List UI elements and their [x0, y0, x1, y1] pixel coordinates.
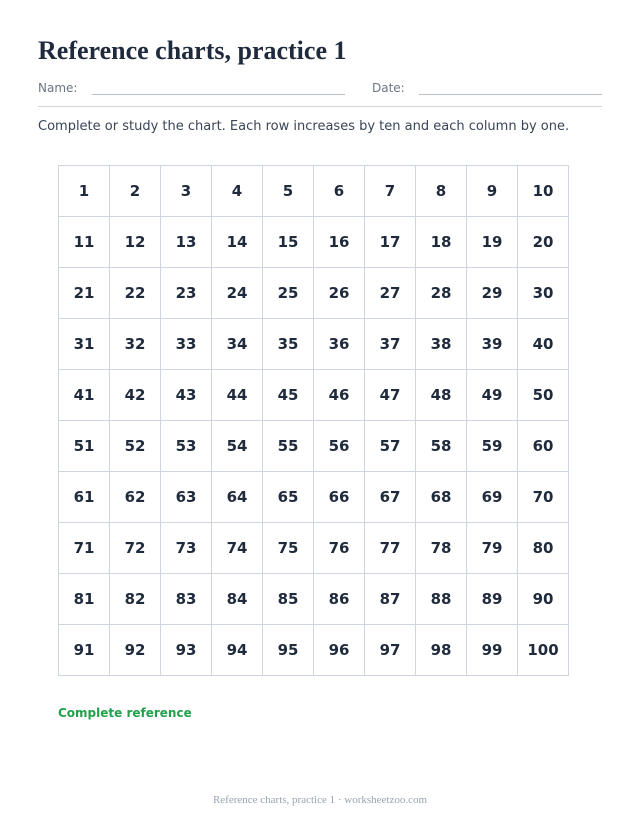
chart-cell: 28 — [416, 268, 467, 319]
chart-cell: 12 — [110, 217, 161, 268]
chart-cell: 6 — [314, 166, 365, 217]
chart-cell: 85 — [263, 574, 314, 625]
chart-row — [59, 217, 569, 268]
chart-cell: 92 — [110, 625, 161, 676]
chart-row — [59, 370, 569, 421]
chart-cell: 88 — [416, 574, 467, 625]
chart-cell: 73 — [161, 523, 212, 574]
chart-cell: 54 — [212, 421, 263, 472]
chart-cell: 78 — [416, 523, 467, 574]
chart-cell: 30 — [518, 268, 569, 319]
chart-cell: 53 — [161, 421, 212, 472]
chart-cell: 3 — [161, 166, 212, 217]
chart-cell: 64 — [212, 472, 263, 523]
chart-cell: 91 — [59, 625, 110, 676]
chart-cell: 51 — [59, 421, 110, 472]
chart-cell: 34 — [212, 319, 263, 370]
chart-cell: 95 — [263, 625, 314, 676]
chart-cell: 61 — [59, 472, 110, 523]
chart-cell: 60 — [518, 421, 569, 472]
name-label: Name: — [38, 81, 78, 95]
chart-cell: 22 — [110, 268, 161, 319]
chart-row — [59, 472, 569, 523]
chart-cell: 17 — [365, 217, 416, 268]
chart-cell: 75 — [263, 523, 314, 574]
chart-cell: 21 — [59, 268, 110, 319]
chart-cell: 24 — [212, 268, 263, 319]
chart-cell: 49 — [467, 370, 518, 421]
chart-row — [59, 166, 569, 217]
chart-cell: 87 — [365, 574, 416, 625]
chart-cell: 13 — [161, 217, 212, 268]
chart-cell: 35 — [263, 319, 314, 370]
chart-cell: 8 — [416, 166, 467, 217]
chart-cell: 97 — [365, 625, 416, 676]
chart-cell: 79 — [467, 523, 518, 574]
chart-cell: 9 — [467, 166, 518, 217]
chart-cell: 42 — [110, 370, 161, 421]
chart-cell: 72 — [110, 523, 161, 574]
chart-cell: 2 — [110, 166, 161, 217]
complete-reference-button[interactable]: Complete reference — [58, 706, 192, 720]
name-date-row — [38, 78, 602, 107]
chart-cell: 41 — [59, 370, 110, 421]
chart-cell: 71 — [59, 523, 110, 574]
chart-cell: 86 — [314, 574, 365, 625]
chart-cell: 29 — [467, 268, 518, 319]
chart-cell: 69 — [467, 472, 518, 523]
chart-cell: 4 — [212, 166, 263, 217]
chart-cell: 59 — [467, 421, 518, 472]
chart-cell: 62 — [110, 472, 161, 523]
chart-row — [59, 523, 569, 574]
chart-cell: 68 — [416, 472, 467, 523]
chart-cell: 89 — [467, 574, 518, 625]
name-field[interactable] — [92, 94, 345, 95]
chart-row — [59, 574, 569, 625]
date-label: Date: — [372, 81, 405, 95]
chart-cell: 40 — [518, 319, 569, 370]
chart-cell: 19 — [467, 217, 518, 268]
chart-cell: 66 — [314, 472, 365, 523]
chart-cell: 50 — [518, 370, 569, 421]
chart-cell: 18 — [416, 217, 467, 268]
chart-cell: 31 — [59, 319, 110, 370]
chart-cell: 36 — [314, 319, 365, 370]
chart-cell: 14 — [212, 217, 263, 268]
chart-cell: 7 — [365, 166, 416, 217]
chart-cell: 100 — [518, 625, 569, 676]
chart-row — [59, 625, 569, 676]
chart-cell: 56 — [314, 421, 365, 472]
page-title: Reference charts, practice 1 — [38, 36, 347, 65]
chart-cell: 77 — [365, 523, 416, 574]
chart-cell: 84 — [212, 574, 263, 625]
chart-cell: 63 — [161, 472, 212, 523]
chart-cell: 58 — [416, 421, 467, 472]
chart-cell: 52 — [110, 421, 161, 472]
chart-cell: 11 — [59, 217, 110, 268]
chart-cell: 76 — [314, 523, 365, 574]
chart-cell: 37 — [365, 319, 416, 370]
chart-cell: 5 — [263, 166, 314, 217]
date-field[interactable] — [419, 94, 602, 95]
chart-cell: 80 — [518, 523, 569, 574]
chart-cell: 81 — [59, 574, 110, 625]
chart-cell: 25 — [263, 268, 314, 319]
chart-cell: 93 — [161, 625, 212, 676]
chart-cell: 99 — [467, 625, 518, 676]
chart-cell: 74 — [212, 523, 263, 574]
chart-cell: 45 — [263, 370, 314, 421]
chart-cell: 83 — [161, 574, 212, 625]
chart-cell: 90 — [518, 574, 569, 625]
chart-cell: 46 — [314, 370, 365, 421]
chart-row — [59, 421, 569, 472]
chart-cell: 38 — [416, 319, 467, 370]
chart-cell: 15 — [263, 217, 314, 268]
chart-cell: 10 — [518, 166, 569, 217]
chart-cell: 43 — [161, 370, 212, 421]
chart-cell: 57 — [365, 421, 416, 472]
chart-cell: 48 — [416, 370, 467, 421]
chart-cell: 44 — [212, 370, 263, 421]
chart-cell: 20 — [518, 217, 569, 268]
chart-cell: 47 — [365, 370, 416, 421]
chart-cell: 70 — [518, 472, 569, 523]
chart-cell: 26 — [314, 268, 365, 319]
chart-cell: 23 — [161, 268, 212, 319]
chart-cell: 82 — [110, 574, 161, 625]
chart-cell: 67 — [365, 472, 416, 523]
chart-cell: 65 — [263, 472, 314, 523]
chart-cell: 96 — [314, 625, 365, 676]
chart-cell: 33 — [161, 319, 212, 370]
page-footer: Reference charts, practice 1 · worksheetzoo.com — [212, 794, 428, 806]
chart-cell: 98 — [416, 625, 467, 676]
chart-cell: 27 — [365, 268, 416, 319]
chart-cell: 39 — [467, 319, 518, 370]
chart-row — [59, 268, 569, 319]
chart-row — [59, 319, 569, 370]
chart-cell: 16 — [314, 217, 365, 268]
instructions-text: Complete or study the chart. Each row increases by ten and each column by one. — [38, 119, 570, 134]
chart-cell: 32 — [110, 319, 161, 370]
chart-cell: 1 — [59, 166, 110, 217]
chart-cell: 94 — [212, 625, 263, 676]
hundreds-chart — [58, 165, 569, 676]
chart-cell: 55 — [263, 421, 314, 472]
